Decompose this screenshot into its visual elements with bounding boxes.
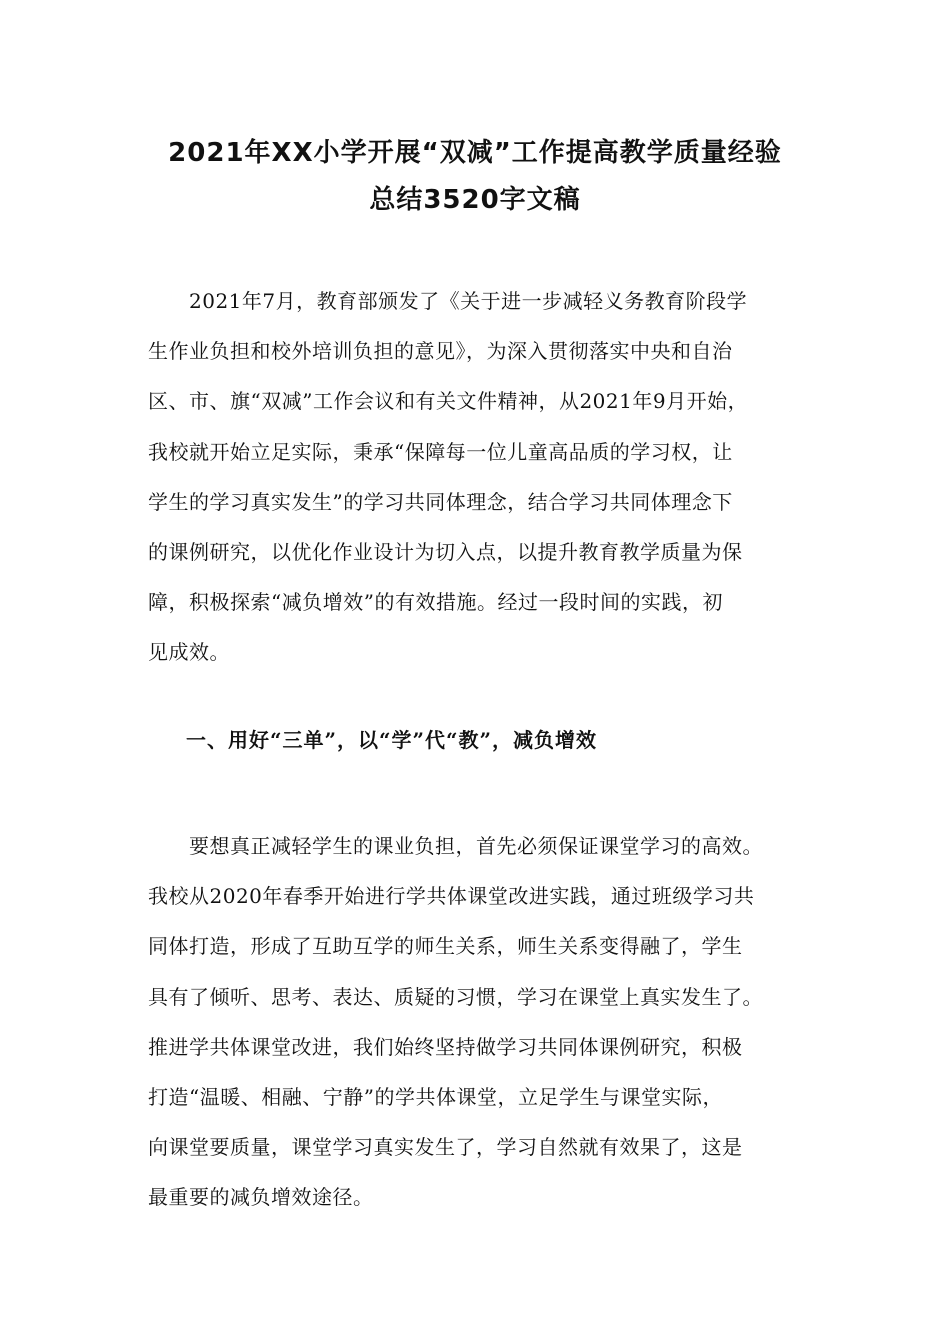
paragraph-line: 向课堂要质量，课堂学习真实发生了，学习自然就有效果了，这是 [148,1135,743,1160]
document-title-line-1: 2021年XX小学开展“双减”工作提高教学质量经验 [168,138,782,168]
document-title-line-2: 总结3520字文稿 [369,185,581,215]
paragraph-line: 生作业负担和校外培训负担的意见》，为深入贯彻落实中央和自治 [148,339,733,364]
paragraph-intro [148,276,818,678]
paragraph-line: 推进学共体课堂改进，我们始终坚持做学习共同体课例研究，积极 [148,1034,743,1059]
paragraph-line: 要想真正减轻学生的课业负担，首先必须保证课堂学习的高效。 [148,834,763,858]
paragraph-line: 具有了倾听、思考、表达、质疑的习惯，学习在课堂上真实发生了。 [148,984,763,1009]
paragraph-line: 区、市、旗“双减”工作会议和有关文件精神，从2021年9月开始， [148,389,749,414]
paragraph-line: 学生的学习真实发生”的学习共同体理念，结合学习共同体理念下 [148,489,733,514]
paragraph-line: 打造“温暖、相融、宁静”的学共体课堂，立足学生与课堂实际， [148,1084,723,1109]
section-heading-1: 一、用好“三单”，以“学”代“教”，减负增效 [186,728,598,752]
paragraph-line: 见成效。 [148,640,230,665]
paragraph-line: 我校就开始立足实际，秉承“保障每一位儿童高品质的学习权，让 [148,439,733,464]
paragraph-line: 最重要的减负增效途径。 [148,1185,374,1210]
paragraph-line: 我校从2020年春季开始进行学共体课堂改进实践，通过班级学习共 [148,884,755,909]
paragraph-section-1 [148,821,818,1223]
paragraph-line: 同体打造，形成了互助互学的师生关系，师生关系变得融了，学生 [148,934,743,959]
paragraph-line: 障，积极探索“减负增效”的有效措施。经过一段时间的实践，初 [148,590,723,615]
paragraph-line: 的课例研究，以优化作业设计为切入点，以提升教育教学质量为保 [148,539,743,564]
paragraph-line: 2021年7月，教育部颁发了《关于进一步减轻义务教育阶段学 [148,289,748,313]
